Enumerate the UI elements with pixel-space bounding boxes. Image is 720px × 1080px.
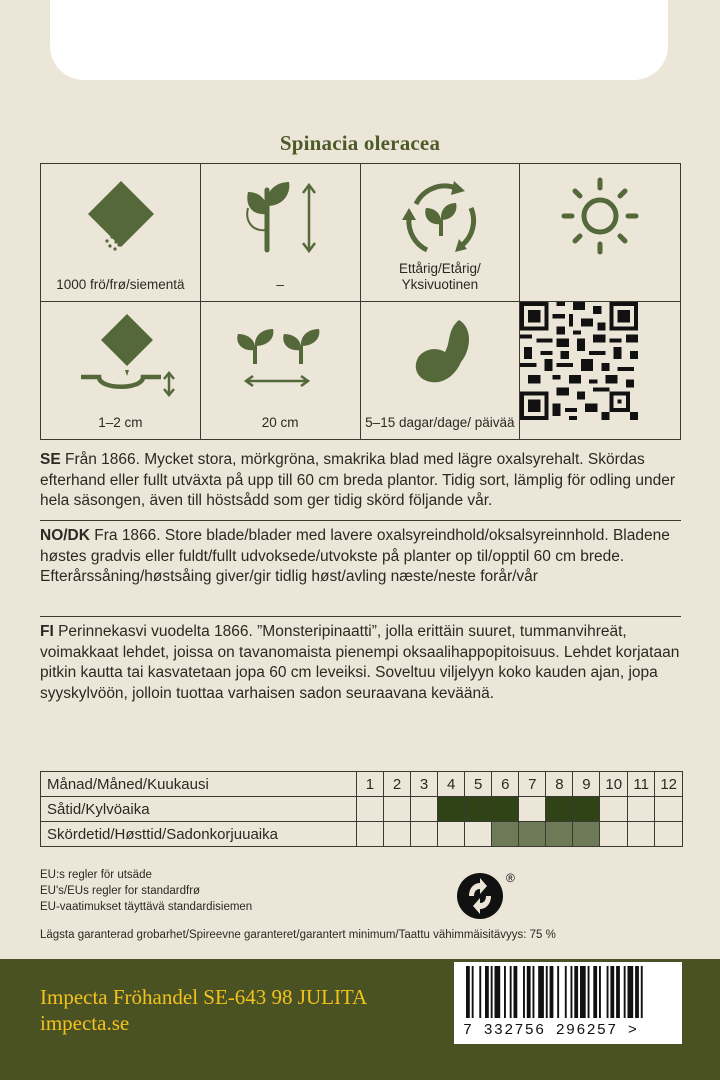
barcode-number: 7 332756 296257 > bbox=[463, 1022, 639, 1039]
description-fi bbox=[40, 622, 681, 704]
spacing-label: 20 cm bbox=[261, 415, 299, 430]
harvest-cell bbox=[655, 822, 683, 847]
month-10: 10 bbox=[600, 772, 627, 797]
description-no-dk-body: Fra 1866. Store blade/blader med lavere oxalsyreindhold/oksalsyreinnhold. Bladene høstes gradvis eller fuldt/fullt udvoksede/utvokste på planter op til/opptil 60 cm brede. Efterårssåning/høstsåing giver/gir tidlig høst/avling næste/neste forår/vår bbox=[40, 527, 670, 585]
company-website[interactable]: impecta.se bbox=[40, 1011, 130, 1035]
month-header-label: Månad/Måned/Kuukausi bbox=[41, 772, 357, 797]
divider bbox=[40, 520, 681, 521]
sow-cell bbox=[438, 797, 465, 822]
sow-cell bbox=[600, 797, 627, 822]
harvest-label: Skördetid/Høsttid/Sadonkorjuuaika bbox=[41, 822, 357, 847]
sow-label: Såtid/Kylvöaika bbox=[41, 797, 357, 822]
divider bbox=[40, 616, 681, 617]
description-fi-body: Perinnekasvi vuodelta 1866. ”Monsteripinaatti”, jolla erittäin suuret, tummanvihreät, voimakkaat lehdet, joissa on tavanomaista pienempi oksaalihappopitoisuus. Lehdet korjataan pitkin kautta tai kasvatetaan jopa 60 cm leveiksi. Soveltuu viljelyyn koko kauden ajan, jopa syyskylvöön, jolloin tuottaa varhaisen sadon seuraavana keväänä. bbox=[40, 623, 680, 702]
lifecycle-label: Ettårig/Etårig/ Yksivuotinen bbox=[398, 260, 481, 292]
sow-cell bbox=[546, 797, 573, 822]
height-cell bbox=[201, 164, 361, 302]
harvest-cell bbox=[519, 822, 546, 847]
sow-cell bbox=[492, 797, 519, 822]
calendar-harvest-row bbox=[41, 822, 683, 847]
company-address: Impecta Fröhandel SE-643 98 JULITA bbox=[40, 985, 368, 1009]
harvest-cell bbox=[383, 822, 410, 847]
description-se bbox=[40, 450, 681, 512]
lang-code-no-dk: NO/DK bbox=[40, 527, 90, 544]
species-name: Spinacia oleracea bbox=[279, 131, 441, 155]
lifecycle-cell bbox=[361, 164, 521, 302]
sowing-calendar bbox=[40, 771, 683, 847]
note-line: EU:s regler för utsäde bbox=[40, 869, 152, 881]
spacing-cell bbox=[201, 302, 361, 440]
green-dot-recycle-icon bbox=[456, 866, 522, 924]
sow-depth-cell bbox=[41, 302, 201, 440]
sow-cell bbox=[519, 797, 546, 822]
harvest-cell bbox=[546, 822, 573, 847]
harvest-cell bbox=[573, 822, 600, 847]
month-12: 12 bbox=[655, 772, 683, 797]
month-2: 2 bbox=[383, 772, 410, 797]
barcode-bars bbox=[454, 962, 682, 1022]
harvest-cell bbox=[600, 822, 627, 847]
harvest-cell bbox=[627, 822, 654, 847]
sow-depth-label: 1–2 cm bbox=[98, 415, 143, 430]
sow-cell bbox=[383, 797, 410, 822]
sow-cell bbox=[627, 797, 654, 822]
month-9: 9 bbox=[573, 772, 600, 797]
seed-count-cell bbox=[41, 164, 201, 302]
harvest-cell bbox=[465, 822, 492, 847]
height-label: – bbox=[276, 276, 284, 292]
sow-cell bbox=[655, 797, 683, 822]
month-3: 3 bbox=[411, 772, 438, 797]
harvest-cell bbox=[356, 822, 383, 847]
calendar-month-row bbox=[41, 772, 683, 797]
sow-cell bbox=[411, 797, 438, 822]
qr-code-icon[interactable] bbox=[520, 302, 638, 420]
seed-count-label: 1000 frö/frø/siementä bbox=[56, 276, 185, 292]
description-se-body: Från 1866. Mycket stora, mörkgröna, smakrika blad med lägre oxalsyrehalt. Skördas efterhand eller fullt utväxta på upp till 60 cm breda plantor. Tidig sort, lämplig för odling under hela säsongen, även till höstsådd som ger tidig skörd följande vår. bbox=[40, 451, 676, 509]
germination-cell bbox=[361, 302, 521, 440]
lang-code-fi: FI bbox=[40, 623, 54, 640]
lang-code-se: SE bbox=[40, 451, 61, 468]
month-4: 4 bbox=[438, 772, 465, 797]
sun-icon bbox=[520, 164, 680, 302]
qr-cell bbox=[520, 302, 680, 440]
note-line: EU's/EUs regler for standardfrø bbox=[40, 885, 201, 897]
month-5: 5 bbox=[465, 772, 492, 797]
sun-cell bbox=[520, 164, 680, 302]
hang-hole bbox=[50, 0, 668, 80]
note-line: EU-vaatimukset täyttävä standardisiemen bbox=[40, 901, 253, 913]
germination-guarantee: Lägsta garanterad grobarhet/Spireevne garanteret/garantert minimum/Taattu vähimmäisitävyys: 75 % bbox=[40, 929, 556, 941]
eu-regulation-notes bbox=[40, 867, 252, 915]
month-6: 6 bbox=[492, 772, 519, 797]
month-7: 7 bbox=[519, 772, 546, 797]
description-no-dk bbox=[40, 526, 681, 588]
harvest-cell bbox=[438, 822, 465, 847]
calendar-sow-row bbox=[41, 797, 683, 822]
month-1: 1 bbox=[356, 772, 383, 797]
harvest-cell bbox=[411, 822, 438, 847]
registered-mark: ® bbox=[506, 871, 515, 885]
month-8: 8 bbox=[546, 772, 573, 797]
sow-cell bbox=[573, 797, 600, 822]
month-11: 11 bbox=[627, 772, 654, 797]
icon-grid bbox=[40, 163, 681, 440]
harvest-cell bbox=[492, 822, 519, 847]
germination-label: 5–15 dagar/dage/ päivää bbox=[365, 415, 515, 430]
sow-cell bbox=[356, 797, 383, 822]
sow-cell bbox=[465, 797, 492, 822]
